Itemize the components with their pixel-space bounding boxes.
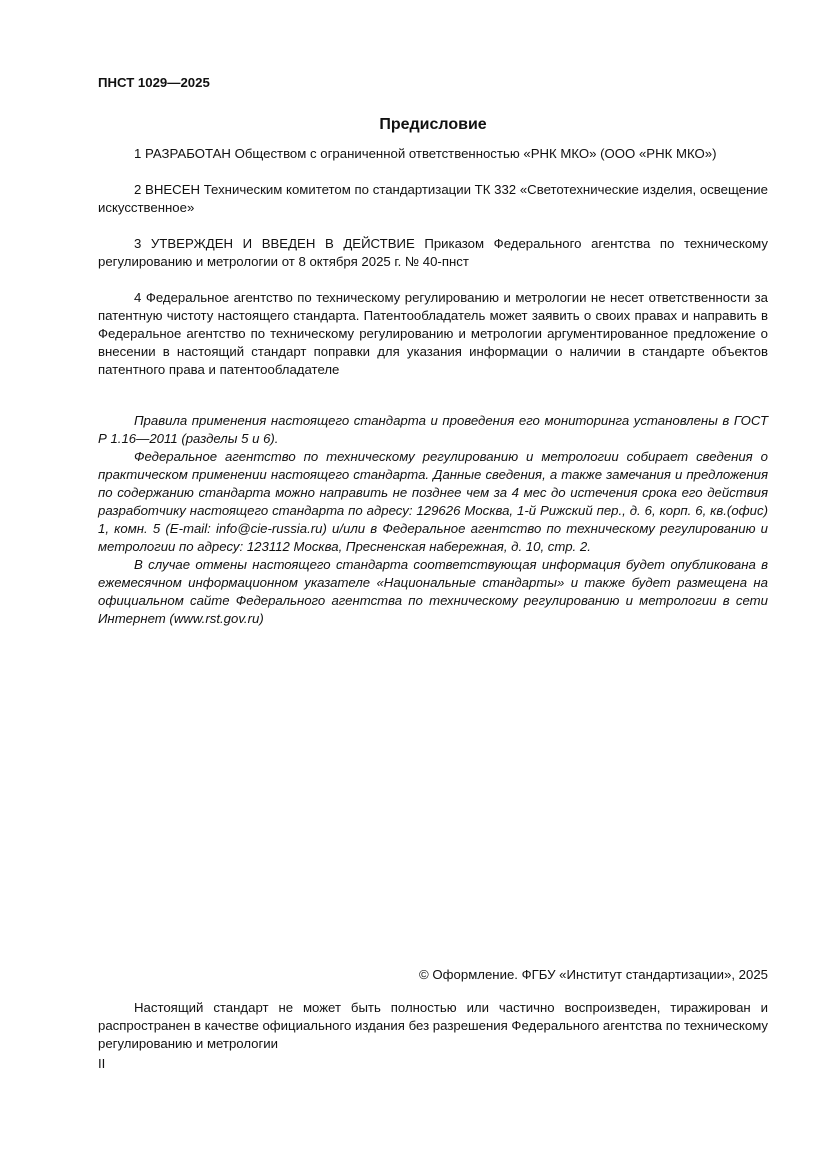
reproduction-notice-block [98,999,768,1053]
notice-paragraph-3: В случае отмены настоящего стандарта соответствующая информация будет опубликована в ежемесячном информационном указателе «Национальные стандарты» и также будет размещена на официальном сайте Федерального агентства по техническому регулированию и метрологии в сети Интернет (www.rst.gov.ru) [98,557,768,626]
page-number: II [98,1056,106,1071]
preface-item-4: 4 Федеральное агентство по техническому регулированию и метрологии не несет ответственности за патентную чистоту настоящего стандарта. Патентообладатель может заявить о своих правах и направить в Федеральное агентство по техническому регулированию и метрологии аргументированное предложение о внесении в настоящий стандарт поправки для указания информации о наличии в стандарте объектов патентного права и патентообладателе [98,290,768,377]
preface-title: Предисловие [379,116,487,133]
preface-item-2: 2 ВНЕСЕН Техническим комитетом по стандартизации ТК 332 «Светотехнические изделия, освещение искусственное» [98,182,768,215]
reproduction-notice: Настоящий стандарт не может быть полностью или частично воспроизведен, тиражирован и распространен в качестве официального издания без разрешения Федерального агентства по техническому регулированию и метрологии [98,1000,768,1051]
standard-designation: ПНСТ 1029—2025 [98,75,210,90]
copyright-line: © Оформление. ФГБУ «Институт стандартизации», 2025 [419,967,768,982]
preface-items [98,145,768,379]
preface-item-1: 1 РАЗРАБОТАН Обществом с ограниченной ответственностью «РНК МКО» (ООО «РНК МКО») [134,146,717,161]
monitoring-notice [98,412,768,628]
notice-paragraph-1: Правила применения настоящего стандарта и проведения его мониторинга установлены в ГОСТ Р 1.16—2011 (разделы 5 и 6). [98,413,768,446]
preface-item-3: 3 УТВЕРЖДЕН И ВВЕДЕН В ДЕЙСТВИЕ Приказом Федерального агентства по техническому регулированию и метрологии от 8 октября 2025 г. № 40-пнст [98,236,768,269]
notice-paragraph-2: Федеральное агентство по техническому регулированию и метрологии собирает сведения о практическом применении настоящего стандарта. Данные сведения, а также замечания и предложения по содержанию стандарта можно направить не позднее чем за 4 мес до истечения срока его действия разработчику настоящего стандарта по адресу: 129626 Москва, 1-й Рижский пер., д. 6, корп. 6, кв.(офис) 1, комн. 5 (E-mail: info@cie-russia.ru) и/или в Федеральное агентство по техническому регулированию и метрологии по адресу: 123112 Москва, Пресненская набережная, д. 10, стр. 2. [98,449,768,554]
